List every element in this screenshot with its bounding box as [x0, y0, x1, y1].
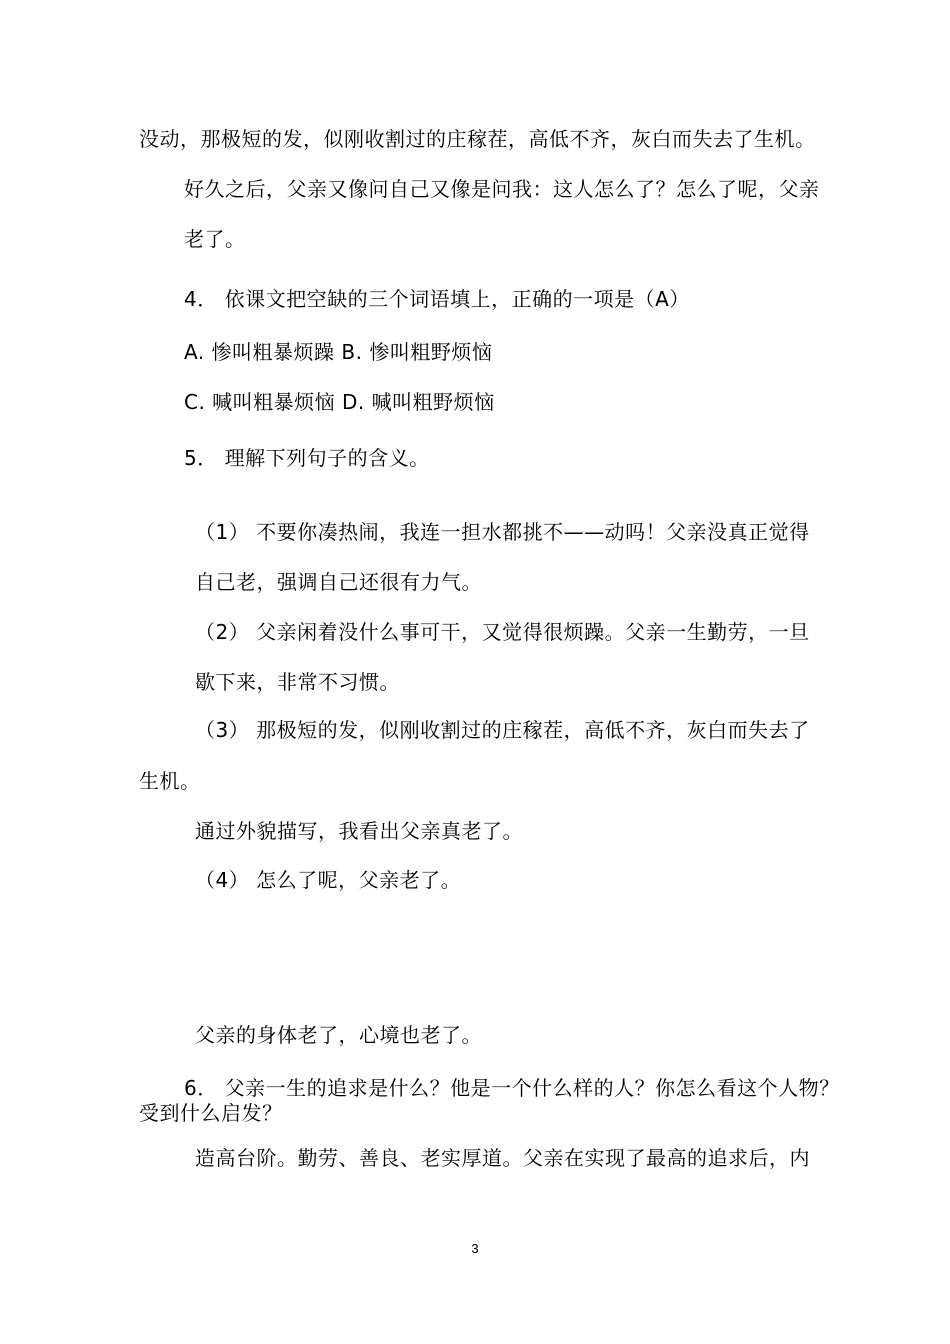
page-number: 3 [471, 1241, 479, 1256]
option-line-ab: A. 惨叫粗暴烦躁 B. 惨叫粗野烦恼 [184, 340, 493, 364]
text-line: 生机。 [139, 769, 201, 793]
answer-5-1: （1） 不要你凑热闹，我连一担水都挑不——动吗！父亲没真正觉得 [195, 520, 810, 544]
question-6: 6． 父亲一生的追求是什么？他是一个什么样的人？你怎么看这个人物？ [184, 1076, 840, 1100]
answer-5-3: （3） 那极短的发，似刚收割过的庄稼茬，高低不齐，灰白而失去了 [195, 718, 810, 742]
option-line-cd: C. 喊叫粗暴烦恼 D. 喊叫粗野烦恼 [184, 390, 495, 414]
text-line: 通过外貌描写，我看出父亲真老了。 [195, 819, 523, 843]
text-line: 父亲的身体老了，心境也老了。 [195, 1023, 482, 1047]
text-line: 自己老，强调自己还很有力气。 [195, 570, 482, 594]
question-4: 4． 依课文把空缺的三个词语填上，正确的一项是（A） [184, 287, 690, 311]
answer-6: 造高台阶。勤劳、善良、老实厚道。父亲在实现了最高的追求后，内 [195, 1146, 810, 1170]
answer-5-2: （2） 父亲闲着没什么事可干，又觉得很烦躁。父亲一生勤劳，一旦 [195, 620, 810, 644]
text-line: 歇下来，非常不习惯。 [195, 670, 400, 694]
text-line: 没动，那极短的发，似刚收割过的庄稼茬，高低不齐，灰白而失去了生机。 [139, 127, 816, 151]
answer-5-4: （4） 怎么了呢，父亲老了。 [195, 868, 462, 892]
text-line: 受到什么启发？ [139, 1101, 283, 1125]
text-line: 好久之后，父亲又像问自己又像是问我：这人怎么了？怎么了呢，父亲 [184, 177, 820, 201]
text-line: 老了。 [184, 227, 246, 251]
question-5: 5． 理解下列句子的含义。 [184, 446, 430, 470]
